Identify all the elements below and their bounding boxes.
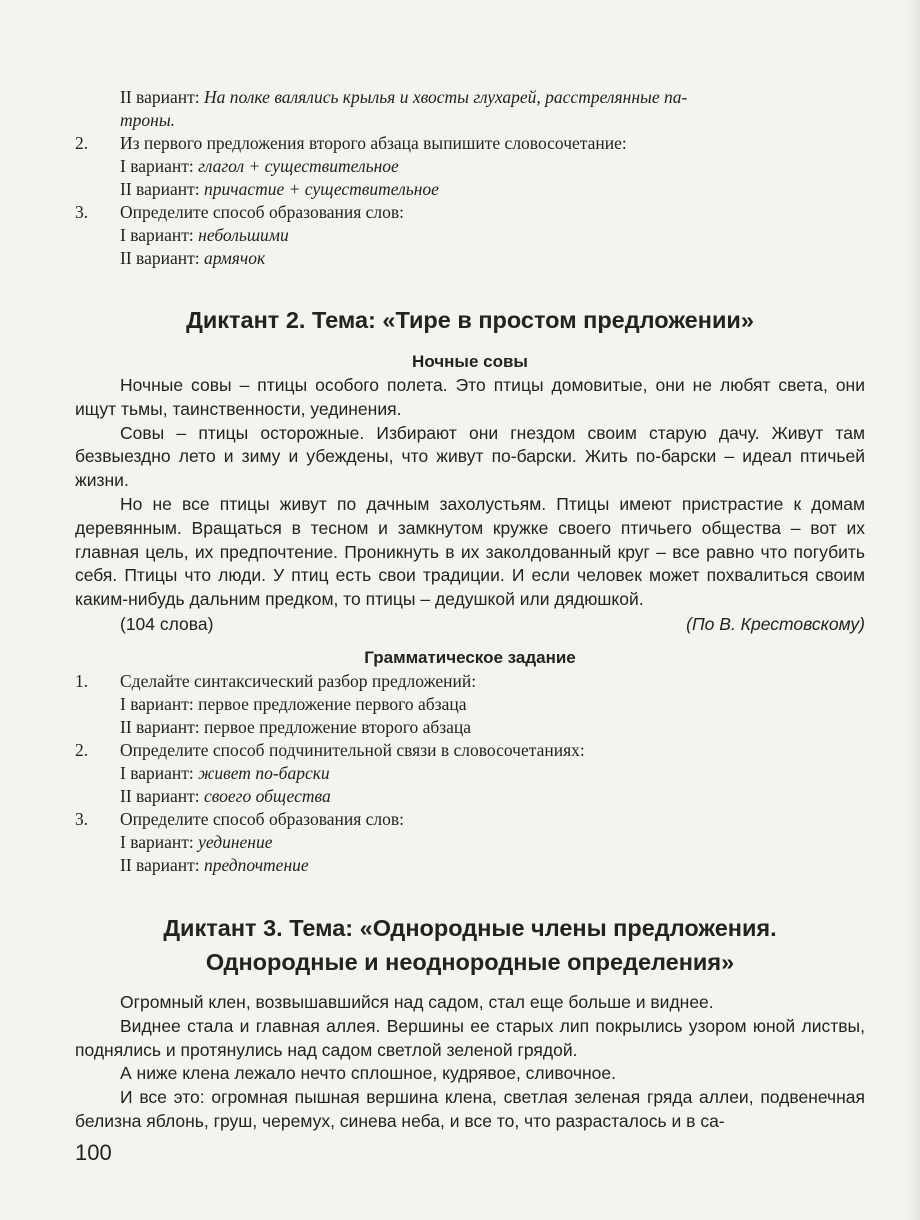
variant-label: I вариант: xyxy=(120,831,199,852)
task-text: Определите способ образования слов: xyxy=(120,202,405,222)
variant-label: II вариант: xyxy=(120,785,204,806)
prev-exercise xyxy=(75,86,865,270)
grammar-task-1-v2 xyxy=(75,716,865,739)
prev-task-2-v2 xyxy=(75,178,865,201)
task-number: 3. xyxy=(75,808,89,829)
dictation-3-title-line-2: Однородные и неоднородные определения» xyxy=(205,948,735,975)
task-number: 1. xyxy=(75,670,89,691)
source-line xyxy=(75,612,865,636)
grammar-task-3-v1 xyxy=(75,831,865,854)
dictation-3-text xyxy=(75,991,865,1134)
variant-text: предпочтение xyxy=(203,854,309,875)
task-number: 2. xyxy=(75,133,89,153)
word-count: (104 слова) xyxy=(120,613,214,634)
page-edge-shadow xyxy=(906,0,920,1220)
variant-label: II вариант: xyxy=(120,854,204,875)
variant-label: II вариант: xyxy=(120,248,204,268)
grammar-task-3 xyxy=(75,808,865,831)
task-number: 3. xyxy=(75,202,89,222)
variant-text: уединение xyxy=(198,831,273,852)
variant-label: I вариант: xyxy=(120,156,199,176)
paragraph: А ниже клена лежало нечто сплошное, кудрявое, сливочное. xyxy=(120,1063,616,1084)
variant-text: первое предложение первого абзаца xyxy=(198,693,467,714)
paragraph: Огромный клен, возвышавшийся над садом, стал еще больше и виднее. xyxy=(120,991,714,1012)
grammar-task-3-v2 xyxy=(75,854,865,877)
variant-text: глагол + существительное xyxy=(198,156,399,176)
paragraph: Но не все птицы живут по дачным захолустьям. Птицы имеют пристрастие к домам деревянным. Вращаться в тесном и замкнутом кружке своего птичьего общества – вот их главная цель, их предпочтение. Проникнуть в их заколдованный круг – все равно что погубить себя. Птицы что люди. У птиц есть свои традиции. И если человек может похвалиться своим каким-нибудь дальним предком, то птицы – дедушкой или дядюшкой. xyxy=(75,493,865,610)
grammar-task-1-v1 xyxy=(75,693,865,716)
paragraph: Совы – птицы осторожные. Избирают они гнездом своим старую дачу. Живут там безвыездно лето и зиму и убеждены, что живут по-барски. Жить по-барски – идеал птичьей жизни. xyxy=(75,422,865,491)
variant-text: своего общества xyxy=(203,785,331,806)
dictation-3-title-line-1: Диктант 3. Тема: «Однородные члены предложения. xyxy=(163,914,777,941)
task-text: Сделайте синтаксический разбор предложений: xyxy=(120,670,477,691)
prev-variant-2 xyxy=(75,86,865,109)
variant-label: II вариант: xyxy=(120,716,204,737)
paragraph: И все это: огромная пышная вершина клена, светлая зеленая гряда аллеи, подвенечная белизна яблонь, груш, черемух, синева неба, и все то, что разрасталось и в са- xyxy=(75,1087,865,1131)
dictation-3-title xyxy=(75,911,865,979)
prev-task-3-v2 xyxy=(75,247,865,270)
variant-text: небольшими xyxy=(198,225,289,245)
task-text: Определите способ образования слов: xyxy=(120,808,405,829)
variant-text: живет по-барски xyxy=(198,762,330,783)
variant-label: II вариант: xyxy=(120,87,204,107)
dictation-2-title: Диктант 2. Тема: «Тире в простом предложении» xyxy=(186,307,754,333)
prev-variant-2-cont xyxy=(75,109,865,132)
task-text: Определите способ подчинительной связи в словосочетаниях: xyxy=(120,739,585,760)
grammar-task-1 xyxy=(75,670,865,693)
prev-task-3-v1 xyxy=(75,224,865,247)
grammar-task-2-v2 xyxy=(75,785,865,808)
paragraph: Ночные совы – птицы особого полета. Это птицы домовитые, они не любят света, они ищут тьмы, таинственности, уединения. xyxy=(75,375,865,419)
dictation-2-subtitle: Ночные совы xyxy=(412,352,528,371)
task-text: Из первого предложения второго абзаца выпишите словосочетание: xyxy=(120,133,627,153)
variant-label: II вариант: xyxy=(120,179,204,199)
prev-task-3 xyxy=(75,201,865,224)
page-number: 100 xyxy=(75,1140,112,1165)
variant-text: причастие + существительное xyxy=(203,179,439,199)
variant-text: На полке валялись крылья и хвосты глухарей, расстрелянные па- xyxy=(203,87,688,107)
paragraph: Виднее стала и главная аллея. Вершины ее старых лип покрылись узором юной листвы, поднялись и протянулись над садом светлой зеленой грядой. xyxy=(75,1015,865,1060)
prev-task-2-v1 xyxy=(75,155,865,178)
page-content xyxy=(75,86,865,1134)
grammar-task-2-v1 xyxy=(75,762,865,785)
grammar-task-title: Грамматическое задание xyxy=(364,647,576,667)
variant-label: I вариант: xyxy=(120,225,199,245)
variant-text: первое предложение второго абзаца xyxy=(203,716,472,737)
grammar-task-2 xyxy=(75,739,865,762)
variant-text: армячок xyxy=(203,248,266,268)
variant-label: I вариант: xyxy=(120,693,199,714)
grammar-tasks xyxy=(75,670,865,877)
variant-label: I вариант: xyxy=(120,762,199,783)
variant-text-cont: троны. xyxy=(120,110,176,130)
dictation-2-text xyxy=(75,374,865,612)
source-author: (По В. Крестовскому) xyxy=(686,613,865,634)
prev-task-2 xyxy=(75,132,865,155)
task-number: 2. xyxy=(75,739,89,760)
